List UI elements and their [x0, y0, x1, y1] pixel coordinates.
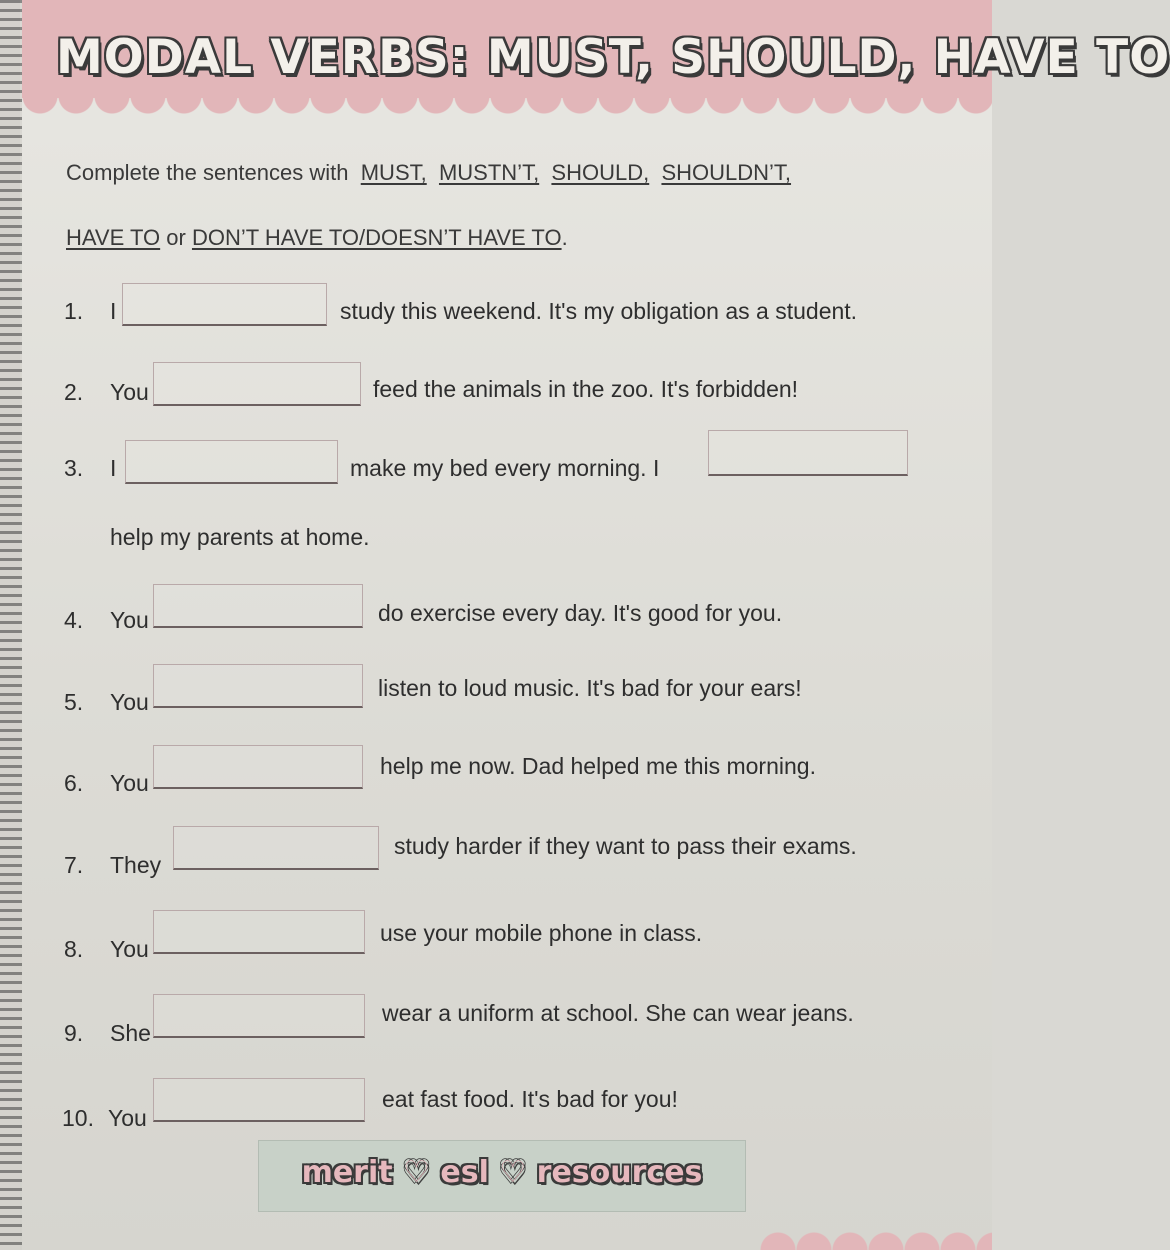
q2-text: feed the animals in the zoo. It's forbidden! [373, 376, 799, 402]
instructions-lead: Complete the sentences with [66, 160, 349, 185]
q6-text: help me now. Dad helped me this morning. [380, 753, 816, 779]
q5-number: 5. [64, 689, 84, 715]
footer-badge [258, 1140, 746, 1212]
q4-number: 4. [64, 607, 84, 633]
q3-answer-box-2[interactable] [708, 430, 908, 476]
q3-number: 3. [64, 455, 84, 481]
q9-text: wear a uniform at school. She can wear jeans. [382, 1000, 854, 1026]
q6-subject: You [110, 770, 149, 796]
banner-scallop-edge [22, 96, 992, 122]
q5-answer-box[interactable] [153, 664, 363, 708]
q10-subject: You [108, 1105, 147, 1131]
instructions-line-2 [66, 225, 568, 251]
option-should: SHOULD, [551, 160, 650, 185]
q1-number: 1. [64, 298, 84, 324]
q8-answer-box[interactable] [153, 910, 365, 954]
q10-text: eat fast food. It's bad for you! [382, 1086, 678, 1112]
bottom-scallop-edge [760, 1212, 992, 1250]
option-shouldnt: SHOULDN’T, [661, 160, 792, 185]
option-must: MUST, [360, 160, 427, 185]
q3-continuation: help my parents at home. [110, 524, 370, 550]
q3-answer-box-1[interactable] [125, 440, 338, 484]
q4-answer-box[interactable] [153, 584, 363, 628]
footer-brand: merit ♡ esl ♡ resources [301, 1155, 703, 1190]
q5-text: listen to loud music. It's bad for your ears! [378, 675, 802, 701]
q10-number: 10. [62, 1105, 94, 1131]
spiral-binding [0, 0, 22, 1250]
q1-text: study this weekend. It's my obligation as a student. [340, 298, 858, 324]
option-mustnt: MUSTN’T, [438, 160, 540, 185]
q9-answer-box[interactable] [153, 994, 365, 1038]
q9-subject: She [110, 1020, 151, 1046]
q1-answer-box[interactable] [122, 283, 327, 326]
q7-number: 7. [64, 852, 84, 878]
q2-subject: You [110, 379, 149, 405]
option-dont-have-to: DON’T HAVE TO/DOESN’T HAVE TO [191, 225, 562, 250]
q7-text: study harder if they want to pass their exams. [394, 833, 857, 859]
instructions-period: . [561, 225, 568, 250]
option-have-to: HAVE TO [66, 225, 161, 250]
instructions-or: or [166, 225, 186, 250]
page-title: MODAL VERBS: MUST, SHOULD, HAVE TO [56, 30, 1170, 85]
q4-subject: You [110, 607, 149, 633]
q2-answer-box[interactable] [153, 362, 361, 406]
q3-text: make my bed every morning. I [350, 455, 660, 481]
q1-subject: I [110, 298, 117, 324]
q7-answer-box[interactable] [173, 826, 379, 870]
q8-text: use your mobile phone in class. [380, 920, 703, 946]
q2-number: 2. [64, 379, 84, 405]
q3-subject: I [110, 455, 117, 481]
q7-subject: They [110, 852, 162, 878]
q9-number: 9. [64, 1020, 84, 1046]
q4-text: do exercise every day. It's good for you. [378, 600, 783, 626]
q6-answer-box[interactable] [153, 745, 363, 789]
q10-answer-box[interactable] [153, 1078, 365, 1122]
q8-number: 8. [64, 936, 84, 962]
instructions-line-1 [66, 160, 791, 186]
q8-subject: You [110, 936, 149, 962]
q6-number: 6. [64, 770, 84, 796]
q5-subject: You [110, 689, 149, 715]
